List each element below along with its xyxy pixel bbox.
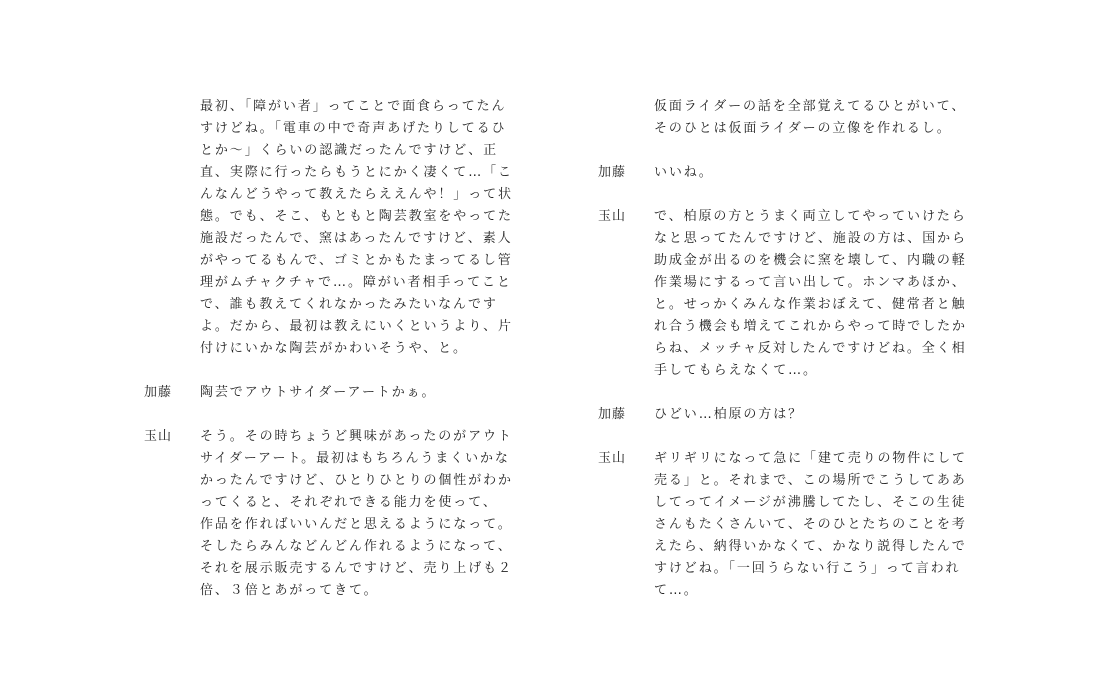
dialogue-entry — [598, 404, 958, 426]
text-line: かったんですけど、ひとりひとりの個性がわか — [200, 473, 513, 488]
speaker-name: 玉山 — [598, 451, 627, 466]
text-line: すけどね。「電車の中で奇声あげたりしてるひ — [200, 121, 507, 136]
text-line: らね、メッチャ反対したんですけどね。全く相 — [654, 341, 967, 356]
text-line: 作品を作ればいいんだと思えるようになって。 — [200, 517, 513, 532]
text-line: 施設だったんで、窯はあったんですけど、素人 — [200, 231, 513, 246]
left-column — [144, 96, 513, 624]
dialogue-entry — [598, 162, 958, 184]
text-line: そしたらみんなどんどん作れるようになって、 — [200, 539, 513, 554]
text-line: 助成金が出るのを機会に窯を壊して、内職の軽 — [654, 253, 967, 268]
dialogue-text — [654, 404, 958, 426]
dialogue-entry — [598, 448, 967, 602]
text-line: よ。だから、最初は教えにいくというより、片 — [200, 319, 513, 334]
dialogue-entry — [598, 96, 967, 140]
text-line: 直、実際に行ったらもうとにかく凄くて…「こ — [200, 165, 513, 180]
text-line: 売る」と。それまで、この場所でこうしてああ — [654, 473, 967, 488]
speaker-name: 加藤 — [598, 165, 627, 180]
text-line: 付けにいかな陶芸がかわいそうや、と。 — [200, 341, 468, 356]
text-line: がやってるもんで、ゴミとかもたまってるし管 — [200, 253, 513, 268]
text-line: そのひとは仮面ライダーの立像を作れるし。 — [654, 121, 952, 136]
dialogue-text — [654, 96, 967, 140]
dialogue-entry — [144, 426, 513, 602]
text-line: と。せっかくみんな作業おぼえて、健常者と触 — [654, 297, 967, 312]
text-line: 仮面ライダーの話を全部覚えてるひとがいて、 — [654, 99, 967, 114]
text-line: さんもたくさんいて、そのひとたちのことを考 — [654, 517, 967, 532]
text-line: 態。でも、そこ、もともと陶芸教室をやってた — [200, 209, 513, 224]
text-line: で、誰も教えてくれなかったみたいなんです — [200, 297, 498, 312]
text-line: 陶芸でアウトサイダーアートかぁ。 — [200, 385, 437, 400]
dialogue-text — [654, 206, 967, 382]
speaker-name: 玉山 — [598, 209, 627, 224]
text-line: 倍、３倍とあがってきて。 — [200, 583, 379, 598]
dialogue-entry — [144, 96, 513, 360]
text-line: いいね。 — [654, 165, 714, 180]
text-line: れ合う機会も増えてこれからやって時でしたか — [654, 319, 967, 334]
text-line: んなんどうやって教えたらええんや！」って状 — [200, 187, 513, 202]
text-line: それを展示販売するんですけど、売り上げも２ — [200, 561, 513, 576]
text-line: えたら、納得いかなくて、かなり説得したんで — [654, 539, 967, 554]
speaker-name: 玉山 — [144, 429, 173, 444]
dialogue-entry — [598, 206, 967, 382]
dialogue-entry — [144, 382, 504, 404]
text-line: ギリギリになって急に「建て売りの物件にして — [654, 451, 967, 466]
text-line: て…。 — [654, 583, 699, 598]
text-line: とか〜」くらいの認識だったんですけど、正 — [200, 143, 499, 158]
dialogue-text — [200, 96, 513, 360]
speaker-name: 加藤 — [144, 385, 173, 400]
dialogue-text — [654, 448, 967, 602]
text-line: サイダーアート。最初はもちろんうまくいかな — [200, 451, 510, 466]
text-line: ひどい…柏原の方は？ — [654, 407, 804, 422]
text-line: そう。その時ちょうど興味があったのがアウト — [200, 429, 513, 444]
right-column — [598, 96, 967, 624]
text-line: すけどね。「一回うらない行こう」って言われ — [654, 561, 961, 576]
text-line: 最初、「障がい者」ってことで面食らってたん — [200, 99, 507, 114]
speaker-name: 加藤 — [598, 407, 627, 422]
dialogue-text — [654, 162, 958, 184]
text-line: ってくると、それぞれできる能力を使って、 — [200, 495, 498, 510]
text-line: してってイメージが沸騰してたし、そこの生徒 — [654, 495, 967, 510]
text-line: 作業場にするって言い出して。ホンマあほか、 — [654, 275, 967, 290]
dialogue-text — [200, 426, 513, 602]
text-line: なと思ってたんですけど、施設の方は、国から — [654, 231, 967, 246]
text-line: 手してもらえなくて…。 — [654, 363, 818, 378]
text-line: 理がムチャクチャで…。障がい者相手ってこと — [200, 275, 512, 290]
text-line: で、柏原の方とうまく両立してやっていけたら — [654, 209, 967, 224]
dialogue-text — [200, 382, 504, 404]
